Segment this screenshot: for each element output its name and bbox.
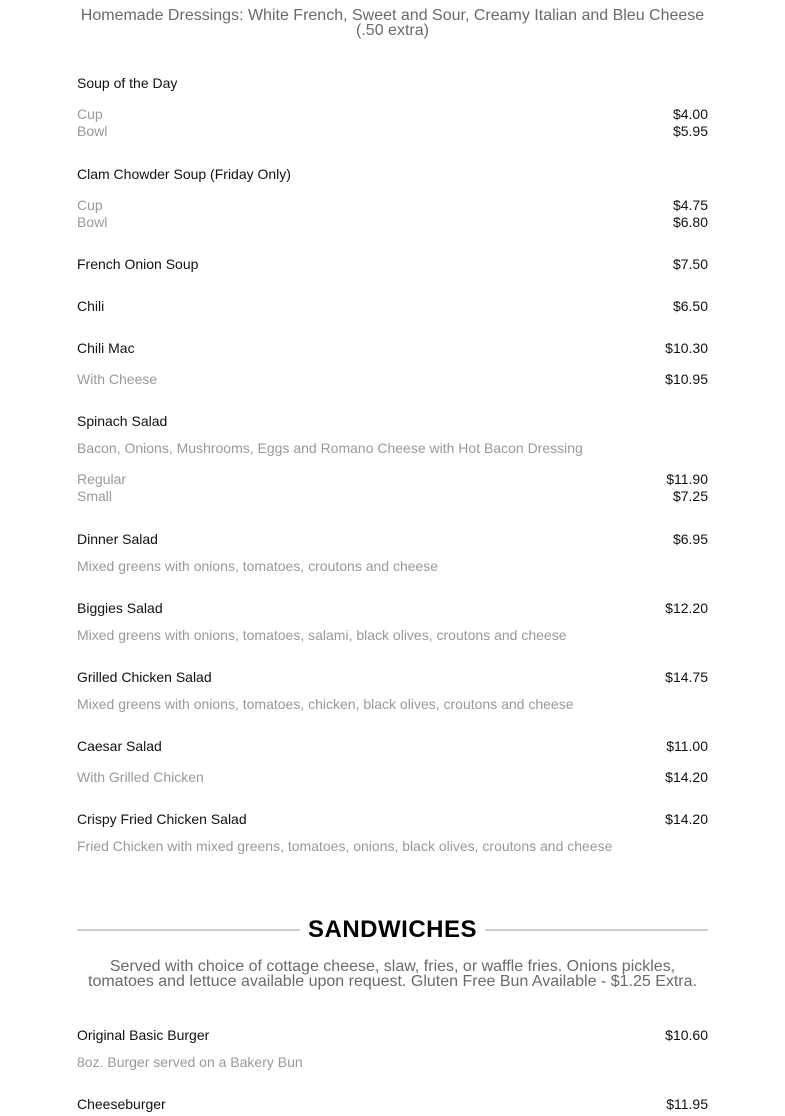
menu-item-dinner-salad [77, 529, 708, 549]
option-price: $4.75 [672, 197, 708, 213]
menu-item-cheeseburger [77, 1094, 708, 1114]
option-row [77, 121, 708, 141]
item-price: $10.60 [665, 1027, 708, 1043]
menu-item-chili [77, 296, 708, 316]
section-title: SANDWICHES [308, 916, 478, 943]
sandwiches-section-header [77, 910, 708, 950]
option-label: Cup [77, 106, 103, 122]
menu-item-crispy-fried-chicken-salad [77, 809, 708, 829]
item-name: Chili Mac [77, 340, 135, 356]
item-description: Bacon, Onions, Mushrooms, Eggs and Romano Cheese with Hot Bacon Dressing [77, 440, 583, 456]
option-label: Regular [77, 471, 127, 487]
item-price: $14.75 [665, 669, 708, 685]
option-label: With Cheese [77, 371, 158, 387]
menu-item-chili-mac [77, 338, 708, 358]
option-row [77, 369, 708, 389]
item-name: Crispy Fried Chicken Salad [77, 811, 247, 827]
menu-item-biggies-salad [77, 598, 708, 618]
item-name: Dinner Salad [77, 531, 158, 547]
menu-item-soup-of-the-day [77, 73, 708, 93]
item-price: $11.95 [666, 1096, 708, 1112]
option-row [77, 486, 708, 506]
item-name: Chili [77, 298, 105, 314]
item-name: Original Basic Burger [77, 1027, 210, 1043]
option-row [77, 767, 708, 787]
item-description: Mixed greens with onions, tomatoes, chicken, black olives, croutons and cheese [77, 696, 574, 712]
item-name: Grilled Chicken Salad [77, 669, 212, 685]
menu-item-clam-chowder [77, 164, 708, 184]
item-price: $14.20 [665, 811, 708, 827]
menu-item-french-onion-soup [77, 254, 708, 274]
item-description: Fried Chicken with mixed greens, tomatoes, onions, black olives, croutons and cheese [77, 838, 613, 854]
option-price: $11.90 [666, 471, 708, 487]
menu-item-caesar-salad [77, 736, 708, 756]
option-label: With Grilled Chicken [77, 769, 204, 785]
option-label: Cup [77, 197, 103, 213]
item-name: Cheeseburger [77, 1096, 166, 1112]
item-name: Biggies Salad [77, 600, 163, 616]
menu-item-original-basic-burger [77, 1025, 708, 1045]
item-name: Clam Chowder Soup (Friday Only) [77, 166, 291, 182]
item-price: $11.00 [666, 738, 708, 754]
option-price: $6.80 [672, 214, 708, 230]
item-price: $10.30 [665, 340, 708, 356]
item-price: $6.95 [672, 531, 708, 547]
dressings-note: Homemade Dressings: White French, Sweet and Sour, Creamy Italian and Bleu Cheese (.50 extra) [80, 7, 705, 39]
item-description: 8oz. Burger served on a Bakery Bun [77, 1054, 303, 1070]
option-label: Small [77, 488, 113, 504]
item-name: French Onion Soup [77, 256, 199, 272]
item-price: $6.50 [672, 298, 708, 314]
sandwiches-note: Served with choice of cottage cheese, slaw, fries, or waffle fries. Onions pickles, tomatoes and lettuce available upon request. Gluten Free Bun Available - $1.25 Extra. [88, 958, 697, 990]
option-price: $14.20 [665, 769, 708, 785]
item-description: Mixed greens with onions, tomatoes, croutons and cheese [77, 558, 439, 574]
menu-item-spinach-salad [77, 411, 708, 431]
item-description: Mixed greens with onions, tomatoes, salami, black olives, croutons and cheese [77, 627, 567, 643]
divider-right [485, 929, 708, 931]
item-name: Caesar Salad [77, 738, 162, 754]
option-price: $5.95 [672, 123, 708, 139]
option-row [77, 212, 708, 232]
item-name: Soup of the Day [77, 75, 178, 91]
item-price: $7.50 [672, 256, 708, 272]
item-name: Spinach Salad [77, 413, 168, 429]
menu-item-grilled-chicken-salad [77, 667, 708, 687]
option-price: $10.95 [665, 371, 708, 387]
item-price: $12.20 [665, 600, 708, 616]
option-label: Bowl [77, 123, 108, 139]
option-label: Bowl [77, 214, 108, 230]
option-price: $7.25 [672, 488, 708, 504]
divider-left [77, 929, 300, 931]
option-price: $4.00 [672, 106, 708, 122]
